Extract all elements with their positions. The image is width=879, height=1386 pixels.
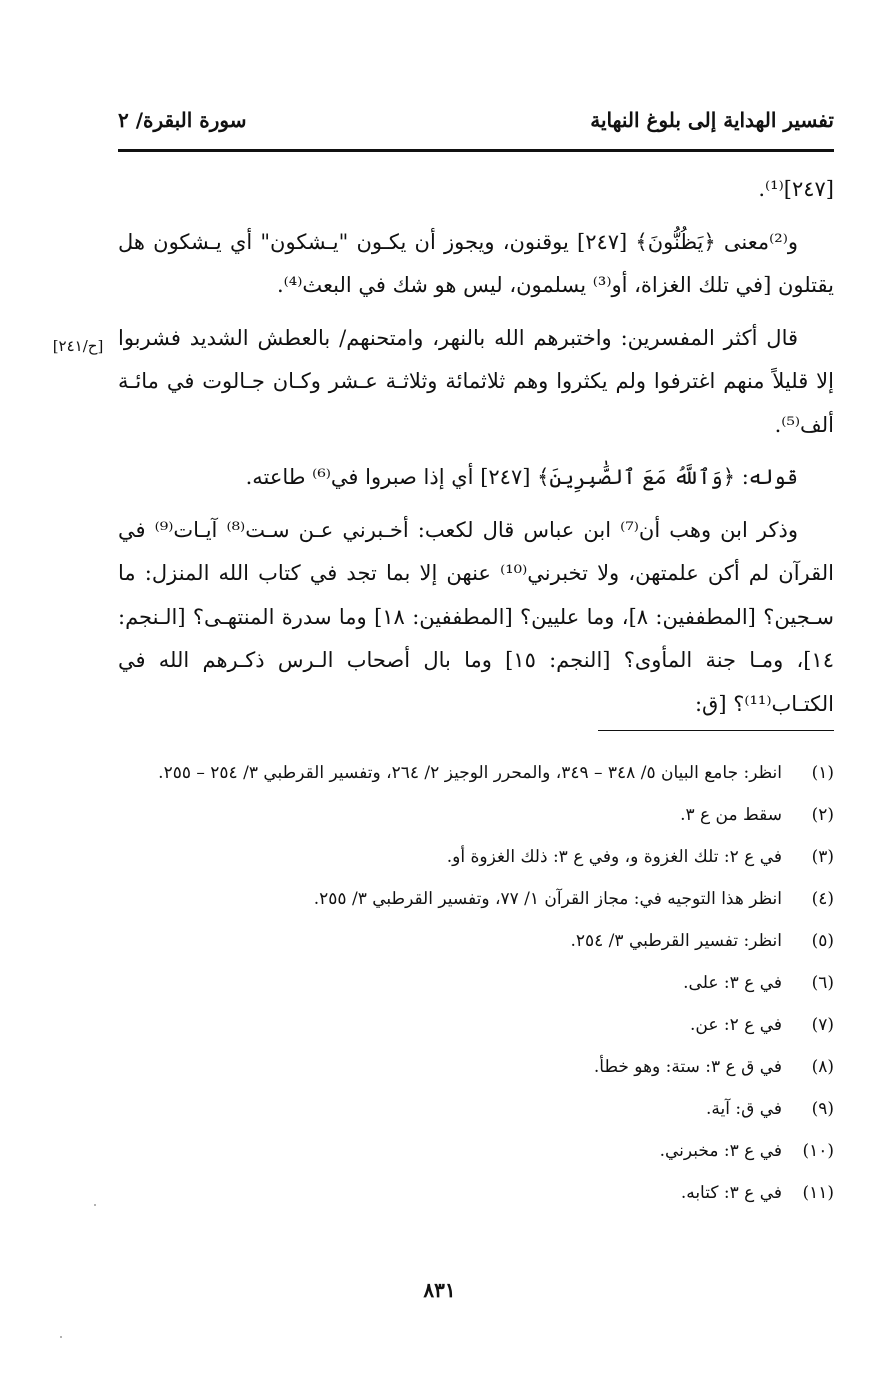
- footnote: [118, 1178, 834, 1208]
- footnote-text: انظر: جامع البيان ٥/ ٣٤٨ – ٣٤٩، والمحرر الوجيز ٢/ ٢٦٤، وتفسير القرطبي ٣/ ٢٥٤ – ٢٥٥.: [158, 763, 782, 783]
- paragraph: وذكر ابن وهب أن⁽⁷⁾ ابن عباس قال لكعب: أخـبرني عـن سـت⁽⁸⁾ آيـات⁽⁹⁾ في القرآن لم أكن علمتهن، ولا تخبرني⁽¹⁰⁾ عنهن إلا بما تجد في كتاب الله المنزل: ما سـجين؟ [المطففين: ٨]، وما عليين؟ [المطففين: ١٨] وما سدرة المنتهـى؟ [الـنجم: ١٤]، ومـا جنة المأوى؟ [النجم: ١٥] وما بال أصحاب الـرس ذكـرهم الله في الكتـاب⁽¹¹⁾؟ [ق:: [118, 517, 835, 716]
- footnote-text: في ق: آية.: [706, 1099, 782, 1119]
- footnote-text: في ع ٢: عن.: [689, 1015, 782, 1035]
- footnote-text: سقط من ع ٣.: [680, 805, 782, 825]
- paragraph: قال أكثر المفسرين: واختبرهم الله بالنهر، وامتحنهم/ بالعطش الشديد فشربوا إلا قليلاً منهم اغترفوا ولم يكثروا وهم ثلاثمائة وثلاثـة عـشر وكـان جـالوت في مائـة ألف⁽⁵⁾.: [118, 325, 834, 437]
- main-text: [118, 168, 834, 735]
- footnote-text: في ق ع ٣: ستة: وهو خطأ.: [593, 1057, 782, 1077]
- footnote-number: (٢): [811, 805, 834, 825]
- footnote-number: (٧): [811, 1015, 834, 1035]
- footnote: [118, 1052, 834, 1082]
- footnote-separator: [598, 730, 834, 731]
- footnote: [118, 1136, 834, 1166]
- footnote-number: (٣): [811, 847, 834, 867]
- paragraph: [٢٤٧]⁽¹⁾.: [758, 177, 834, 201]
- footnote-number: (٦): [811, 973, 834, 993]
- footnote: [118, 800, 834, 830]
- paragraph: و⁽²⁾معنى ﴿يَظُنُّونَ﴾ [٢٤٧] يوقنون، ويجوز أن يكـون "يـشكون" أي يـشكون هل يقتلون [في تلك الغزاة، أو⁽³⁾ يسلمون، ليس هو شك في البعث⁽⁴⁾.: [118, 229, 834, 297]
- footnote-text: في ع ٣: مخبرني.: [659, 1141, 782, 1161]
- footnote-text: في ع ٢: تلك الغزوة و، وفي ع ٣: ذلك الغزوة أو.: [446, 847, 782, 867]
- footnote: [118, 968, 834, 998]
- footnote: [118, 926, 834, 956]
- footnote-number: (٨): [811, 1057, 834, 1077]
- footnote-text: في ع ٣: كتابه.: [680, 1183, 782, 1203]
- footnote-text: في ع ٣: على.: [683, 973, 782, 993]
- footnote-number: (٩): [811, 1099, 834, 1119]
- manuscript-folio-ref: [ح/٢٤١]: [52, 337, 104, 355]
- footnote-number: (١١): [802, 1183, 834, 1203]
- footnote-number: (١): [811, 763, 834, 783]
- footnote: [118, 884, 834, 914]
- scan-speck: [60, 1336, 62, 1338]
- footnotes: [118, 758, 834, 1220]
- footnote-number: (٥): [811, 931, 834, 951]
- header-rule: [118, 149, 834, 152]
- footnote: [118, 1094, 834, 1124]
- page-number: ٨٣١: [423, 1278, 456, 1302]
- footnote-number: (١٠): [802, 1141, 834, 1161]
- footnote: [118, 1010, 834, 1040]
- footnote-text: انظر: تفسير القرطبي ٣/ ٢٥٤.: [570, 931, 782, 951]
- footnote: [118, 842, 834, 872]
- footnote: [118, 758, 834, 788]
- running-header: [118, 108, 834, 142]
- footnote-text: انظر هذا التوجيه في: مجاز القرآن ١/ ٧٧، وتفسير القرطبي ٣/ ٢٥٥.: [313, 889, 782, 909]
- scan-speck: [94, 1204, 96, 1206]
- paragraph: قوله: ﴿وَٱللَّهُ مَعَ ٱلصَّٰبِرِينَ﴾ [٢٤٧] أي إذا صبروا في⁽⁶⁾ طاعته.: [245, 465, 798, 489]
- footnote-number: (٤): [811, 889, 834, 909]
- book-title: تفسير الهداية إلى بلوغ النهاية: [590, 108, 834, 132]
- surah-label: سورة البقرة/ ٢: [118, 108, 247, 132]
